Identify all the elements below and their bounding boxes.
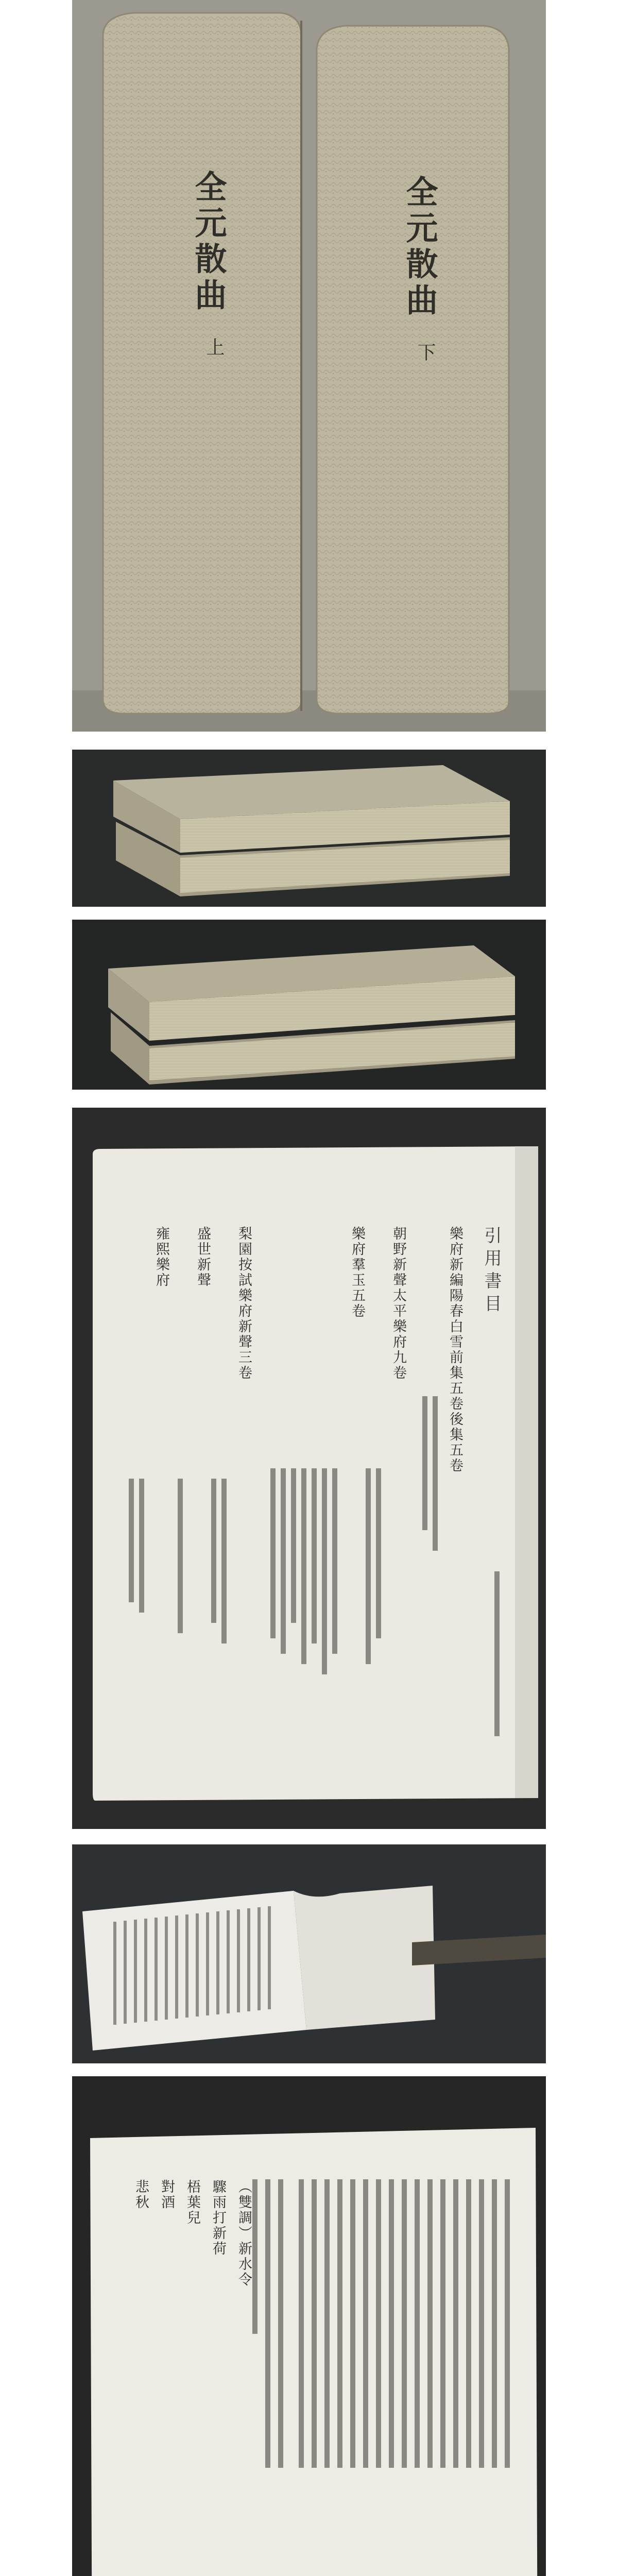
text-line: 梧葉兒 (184, 2179, 200, 2226)
index-entry: 梨園按試樂府新聲三卷 (236, 1226, 252, 1381)
panel-index-page (72, 1108, 546, 1829)
stack-photo-2 (72, 920, 546, 1090)
text-line: 驟雨打新荷 (210, 2179, 226, 2257)
text-heading: （雙調）新水令 (236, 2179, 252, 2287)
panel-text-page (72, 2076, 546, 2576)
index-entry: 樂府羣玉五卷 (349, 1226, 365, 1319)
left-volume-mark: 上 (203, 337, 225, 356)
text-page-photo (72, 2076, 546, 2576)
stack-photo-1 (72, 750, 546, 907)
panel-stack-2 (72, 920, 546, 1090)
index-heading: 引用書目 (481, 1226, 502, 1317)
text-line: 悲秋 (133, 2179, 149, 2210)
text-line: 對酒 (159, 2179, 175, 2210)
right-spine-title: 全元散曲 (401, 175, 438, 319)
right-spine (317, 26, 509, 714)
index-small-print (72, 1108, 546, 1829)
spines-photo (72, 0, 546, 732)
open-book-photo (72, 1844, 546, 2063)
index-entry: 樂府新編陽春白雪前集五卷後集五卷 (447, 1226, 463, 1473)
right-volume-mark: 下 (415, 343, 436, 361)
panel-stack-1 (72, 750, 546, 907)
panel-open-book (72, 1844, 546, 2063)
left-spine (103, 13, 301, 714)
left-spine-title: 全元散曲 (190, 170, 227, 314)
index-entry: 盛世新聲 (195, 1226, 211, 1288)
panel-spines (72, 0, 546, 732)
index-entry: 朝野新聲太平樂府九卷 (390, 1226, 406, 1381)
index-entry: 雍熙樂府 (153, 1226, 169, 1288)
